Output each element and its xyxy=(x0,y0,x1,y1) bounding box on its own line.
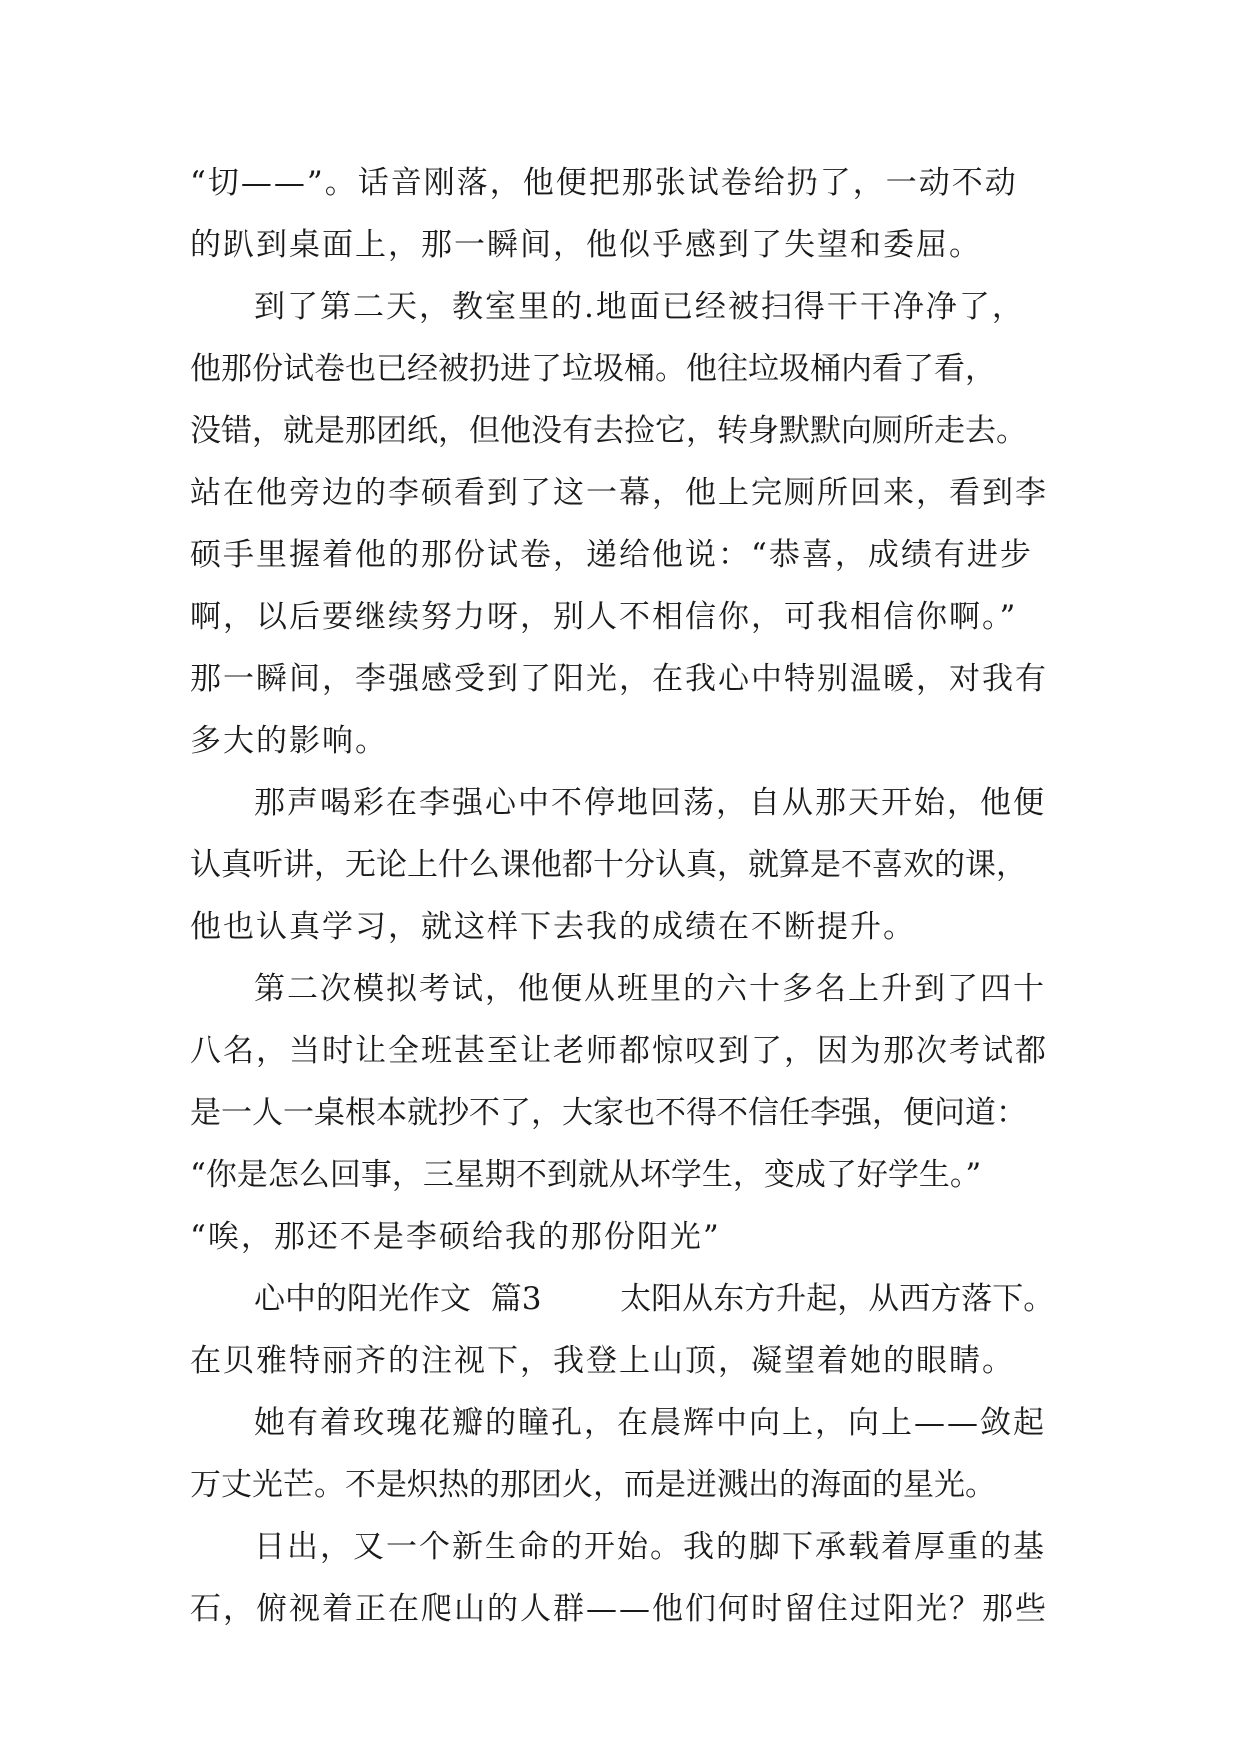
text-line: 那一瞬间，李强感受到了阳光，在我心中特别温暖，对我有 xyxy=(190,661,1048,697)
text-line: 他也认真学习，就这样下去我的成绩在不断提升。 xyxy=(190,909,916,945)
text-line: “切——”。话音刚落，他便把那张试卷给扔了，一动不动 xyxy=(190,165,1018,201)
text-line: 是一人一桌根本就抄不了，大家也不得不信任李强，便问道： xyxy=(190,1095,1027,1131)
text-line: 多大的影响。 xyxy=(190,723,388,759)
paragraph-start-line: 日出，又一个新生命的开始。我的脚下承载着厚重的基 xyxy=(254,1529,1046,1565)
paragraph-start-line: 第二次模拟考试，他便从班里的六十多名上升到了四十 xyxy=(254,971,1046,1007)
text-line: 硕手里握着他的那份试卷，递给他说：“恭喜，成绩有进步 xyxy=(190,537,1033,573)
text-line: 站在他旁边的李硕看到了这一幕，他上完厕所回来，看到李 xyxy=(190,475,1048,511)
text-line: “你是怎么回事，三星期不到就从坏学生，变成了好学生。” xyxy=(190,1157,982,1193)
text-line: 啊，以后要继续努力呀，别人不相信你，可我相信你啊。” xyxy=(190,599,1018,635)
paragraph-start-line: 她有着玫瑰花瓣的瞳孔，在晨辉中向上，向上——敛起 xyxy=(254,1405,1046,1441)
text-line: 认真听讲，无论上什么课他都十分认真，就算是不喜欢的课， xyxy=(190,847,1027,883)
text-line: 在贝雅特丽齐的注视下，我登上山顶，凝望着她的眼睛。 xyxy=(190,1343,1015,1379)
text-line: 没错，就是那团纸，但他没有去捡它，转身默默向厕所走去。 xyxy=(190,413,1027,449)
text-line: 他那份试卷也已经被扔进了垃圾桶。他往垃圾桶内看了看， xyxy=(190,351,996,387)
text-line: 八名，当时让全班甚至让老师都惊叹到了，因为那次考试都 xyxy=(190,1033,1048,1069)
text-line: 石，俯视着正在爬山的人群——他们何时留住过阳光？那些 xyxy=(190,1591,1048,1627)
section-heading-line: 心中的阳光作文 篇3 太阳从东方升起，从西方落下。 xyxy=(254,1281,1055,1317)
body-text xyxy=(190,152,1090,1640)
text-line: “唉，那还不是李硕给我的那份阳光” xyxy=(190,1219,721,1255)
paragraph-start-line: 那声喝彩在李强心中不停地回荡，自从那天开始，他便 xyxy=(254,785,1046,821)
paragraph-start-line: 到了第二天，教室里的.地面已经被扫得干干净净了， xyxy=(254,289,1025,325)
text-line: 万丈光芒。不是炽热的那团火，而是迸溅出的海面的星光。 xyxy=(190,1467,996,1503)
text-line: 的趴到桌面上，那一瞬间，他似乎感到了失望和委屈。 xyxy=(190,227,982,263)
